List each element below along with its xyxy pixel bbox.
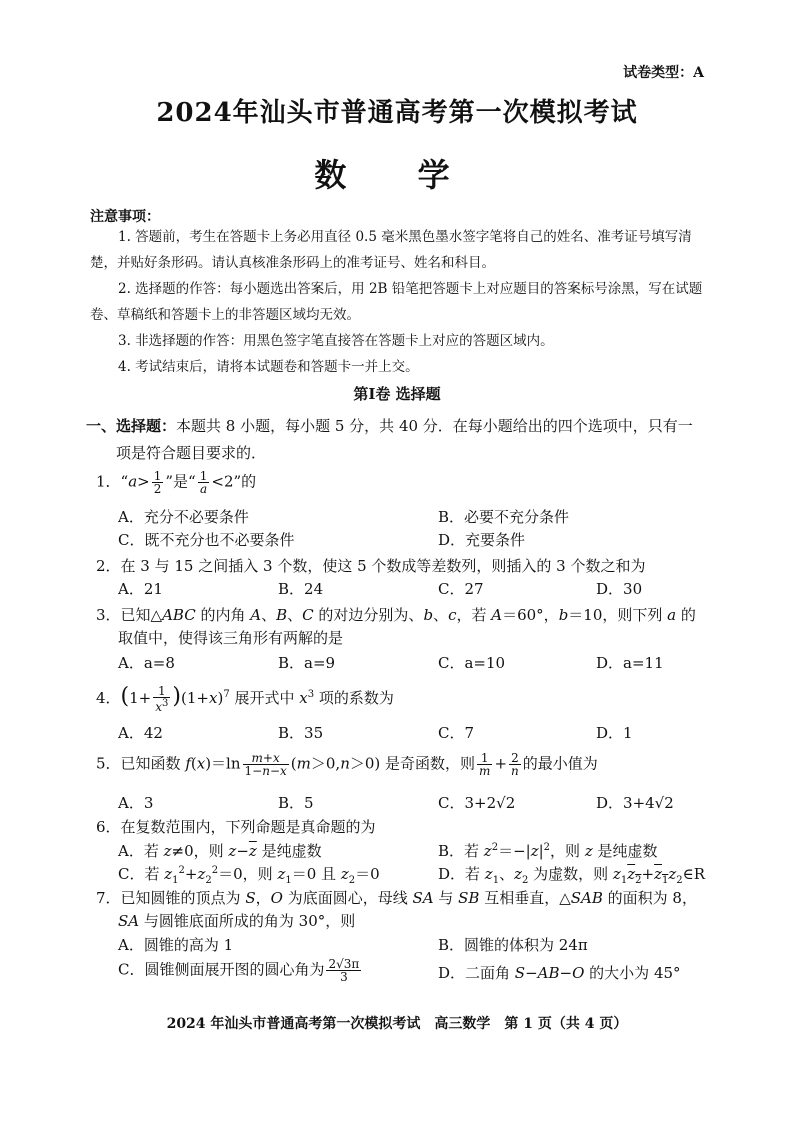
notice-item-1: 1. 答题前，考生在答题卡上务必用直径 0.5 毫米黑色墨水签字笔将自己的姓名、准考证号填写清楚，并贴好条形码。请认真核准条形码上的准考证号、姓名和科目。 (90, 229, 692, 271)
q3-stem-1: 3．已知△ABC 的内角 A、B、C 的对边分别为、b、c，若 A＝60°，b＝10，则下列 a 的 (96, 606, 696, 624)
q7-stem-1: 7．已知圆锥的顶点为 S，O 为底面圆心，母线 SA 与 SB 互相垂直，△SAB 的面积为 8， (96, 889, 697, 907)
q2-option-b: B．24 (278, 580, 324, 598)
q7-option-d: D．二面角 S−AB−O 的大小为 45° (438, 964, 681, 982)
q2-option-c: C．27 (438, 580, 484, 598)
q4-option-d: D．1 (596, 724, 633, 742)
q3-option-a: A．a=8 (118, 654, 175, 672)
q6-option-a: A．若 z≠0，则 $z-\overline{z}$ 是纯虚数 (118, 842, 322, 860)
q4-stem: 4．(1+ $\frac{1}{x^3}$ )$(1+x)^7$ 展开式中 $x^3$ 项的系数为 (96, 684, 394, 714)
q2-option-d: D．30 (596, 580, 643, 598)
q1-option-a: A．充分不必要条件 (118, 508, 249, 526)
q4-option-a: A．42 (118, 724, 163, 742)
q6-option-b: B．若 $z^2=-|z|^2$，则 z 是纯虚数 (438, 842, 658, 860)
q5-option-d: D．3+4√2 (596, 794, 674, 812)
q3-option-d: D．a=11 (596, 654, 664, 672)
q7-option-b: B．圆锥的体积为 24π (438, 936, 588, 954)
q4-option-b: B．35 (278, 724, 324, 742)
q1-option-c: C．既不充分也不必要条件 (118, 531, 295, 549)
q6-option-d: D．若 $z_1$、$z_2$ 为虚数，则 $z_1z_2+z_1z_2\in R$ (438, 865, 706, 886)
q5-stem: 5．已知函数 f(x)＝ln $\frac{m+x}{1-n-x}$ (m＞0,n＞0) 是奇函数，则 $\frac{1}{m}$ + $\frac{2}{n}$ 的最小值为 (96, 751, 598, 778)
q6-stem: 6．在复数范围内，下列命题是真命题的为 (96, 818, 376, 836)
part1-label: 一、选择题： (86, 417, 177, 435)
q7-stem-2: SA 与圆锥底面所成的角为 30°，则 (118, 912, 356, 930)
q3-stem-2: 取值中，使得该三角形有两解的是 (118, 629, 344, 647)
q2-option-a: A．21 (118, 580, 163, 598)
q6-option-c: C．若 $z_1^2+z_2^2=0$，则 $z_1=0$ 且 $z_2=0$ (118, 865, 380, 886)
q1-stem: 1．“a> $\frac{1}{2}$ ”是“ $\frac{1}{a}$ <2”的 (96, 469, 257, 496)
part1-desc-text: 本题共 8 小题，每小题 5 分，共 40 分．在每小题给出的四个选项中，只有一 (176, 417, 693, 435)
q3-option-b: B．a=9 (278, 654, 336, 672)
notice-heading: 注意事项： (90, 209, 160, 225)
q5-option-a: A．3 (118, 794, 154, 812)
q4-option-c: C．7 (438, 724, 475, 742)
q5-option-b: B．5 (278, 794, 314, 812)
paper-type: 试卷类型：A (623, 65, 704, 81)
part1-desc-2: 项是符合题目要求的． (116, 444, 267, 462)
exam-title: 2024年汕头市普通高考第一次模拟考试 (156, 98, 638, 128)
q1-option-d: D．充要条件 (438, 531, 526, 549)
page-footer: 2024 年汕头市普通高考第一次模拟考试 高三数学 第 1 页（共 4 页） (166, 1016, 628, 1032)
q5-option-c: C．3+2√2 (438, 794, 516, 812)
notice-item-4: 4. 考试结束后，请将本试题卷和答题卡一并上交。 (118, 359, 419, 375)
section-title: 第Ⅰ卷 选择题 (353, 385, 441, 403)
q2-stem: 2．在 3 与 15 之间插入 3 个数，使这 5 个数成等差数列，则插入的 3 个数之和为 (96, 557, 646, 575)
q3-option-c: C．a=10 (438, 654, 506, 672)
q1-option-b: B．必要不充分条件 (438, 508, 570, 526)
q7-option-c: C．圆锥侧面展开图的圆心角为 $\frac{2√3\pi}{3}$ (118, 957, 360, 984)
part1-desc-1 (86, 415, 693, 436)
notice-item-3: 3. 非选择题的作答：用黑色签字笔直接答在答题卡上对应的答题区域内。 (118, 333, 554, 349)
notice-item-2: 2. 选择题的作答：每小题选出答案后，用 2B 铅笔把答题卡上对应题目的答案标号涂黑，写在试题卷、草稿纸和答题卡上的非答题区域均无效。 (90, 281, 703, 323)
q7-option-a: A．圆锥的高为 1 (118, 936, 234, 954)
subject-title: 数 学 (314, 156, 480, 194)
